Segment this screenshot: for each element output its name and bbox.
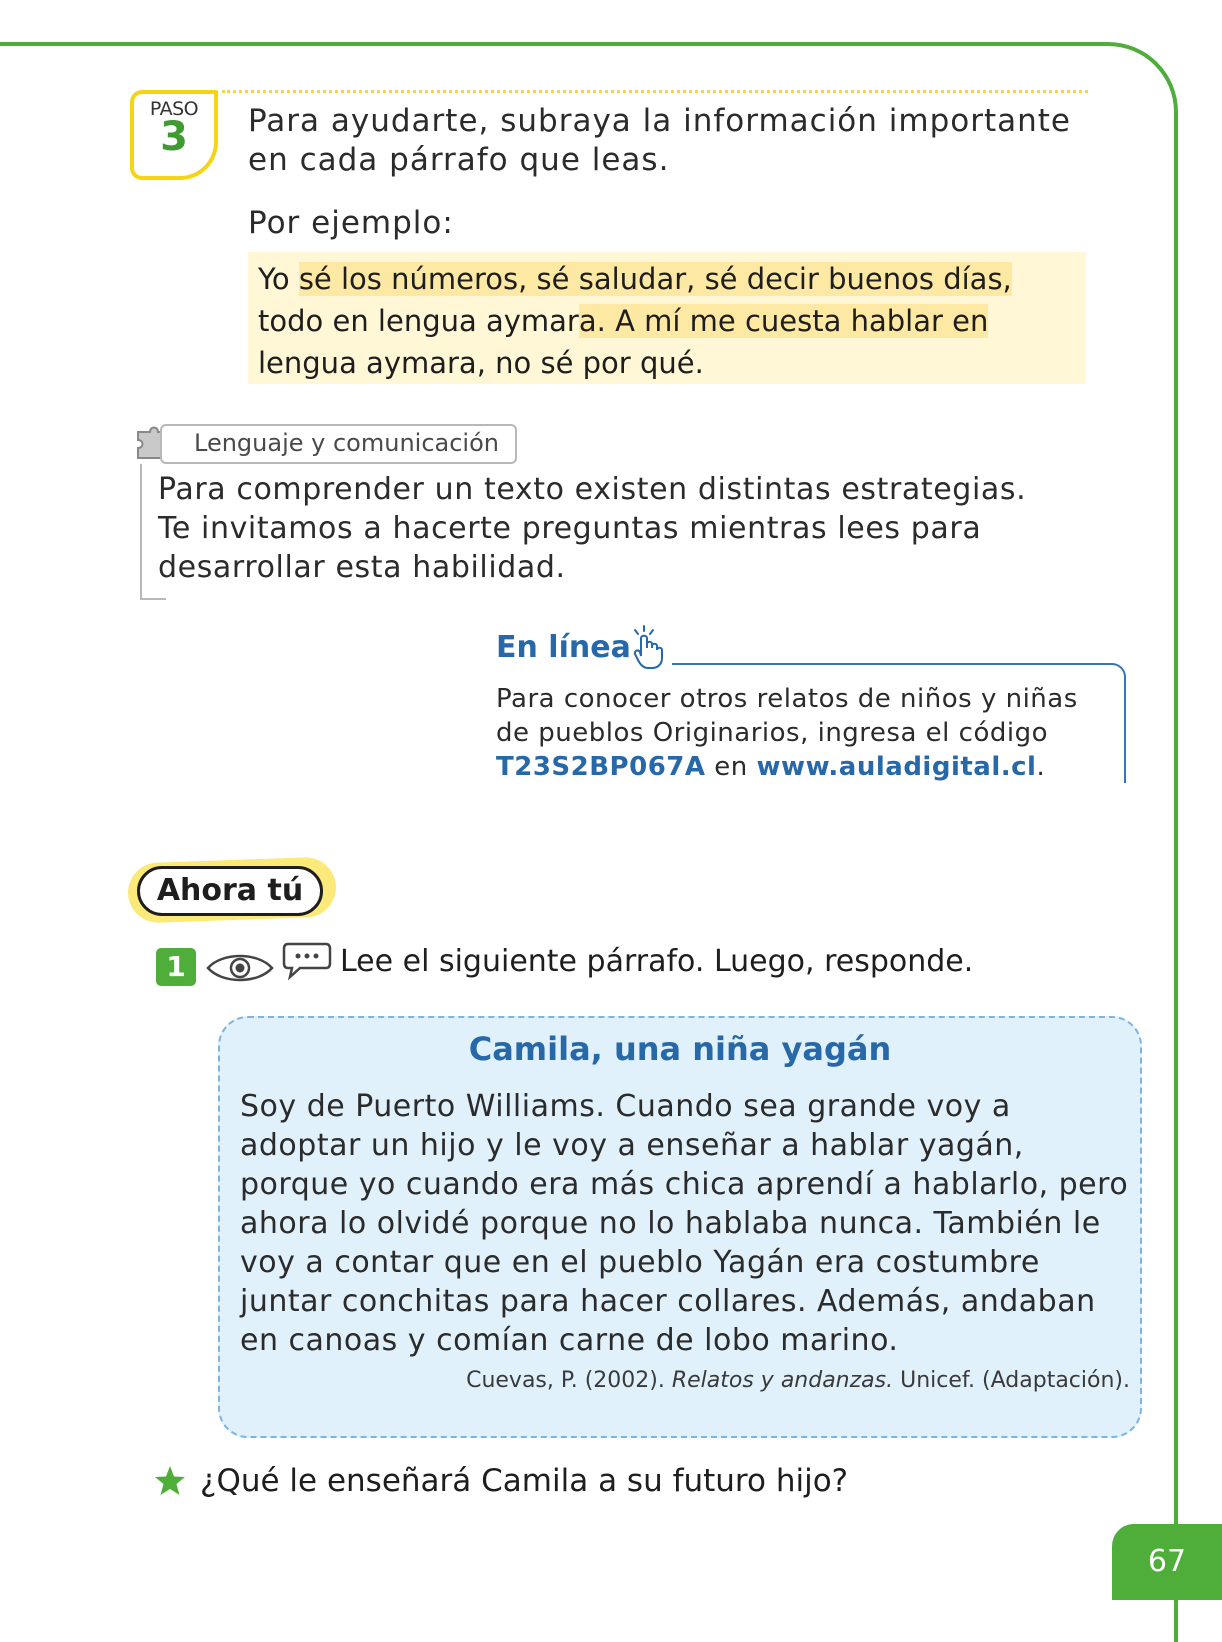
speech-bubble-icon [282,940,332,980]
citation [240,1368,1130,1393]
step-instruction: Para ayudarte, subraya la información importante en cada párrafo que leas. [248,103,1071,178]
reading-body: Soy de Puerto Williams. Cuando sea grande voy a adoptar un hijo y le voy a enseñar a hablar yagán, porque yo cuando era más chica aprendí a hablarlo, pero ahora lo olvidé porque no lo hablaba nunca. También le voy a contar que en el pueblo Yagán era costumbre juntar conchitas para hacer collares. Además, andaban en canoas y comían carne de lobo marino. [240,1089,1129,1358]
hand-pointer-icon [628,624,670,670]
example-text-2: todo en lengua aymar [258,304,579,338]
online-title: En línea [496,630,631,665]
reading-title: Camila, una niña yagán [468,1030,892,1068]
concept-text: Para comprender un texto existen distintas estrategias. Te invitamos a hacerte preguntas mientras lees para desarrollar esta habilidad. [158,472,1027,585]
online-text-middle: en [705,752,757,782]
citation-title: Relatos y andanzas. [671,1368,894,1393]
example-text-1: Yo [258,262,299,296]
step-badge [130,90,218,180]
activity-number: 1 [156,948,196,986]
activity-heading: Ahora tú [137,866,323,916]
highlight-2: a. A mí me cuesta hablar en [578,304,989,338]
concept-tab: Lenguaje y comunicación [160,424,517,464]
citation-publisher: Unicef. (Adaptación). [893,1368,1130,1393]
question-text: ¿Qué le enseñará Camila a su futuro hijo? [200,1463,849,1499]
online-text-after: . [1036,752,1046,782]
example-text-3: lengua aymara, no sé por qué. [258,346,704,380]
example-box [248,252,1086,384]
example-label: Por ejemplo: [248,205,454,241]
citation-author: Cuevas, P. (2002). [466,1368,672,1393]
online-code: T23S2BP067A [496,752,706,782]
star-icon [153,1464,187,1498]
step-label: PASO [149,98,199,120]
online-url-link[interactable]: www.auladigital.cl [756,752,1037,782]
page-number: 67 [1112,1524,1222,1600]
activity-instruction: Lee el siguiente párrafo. Luego, responde. [340,944,974,979]
eye-icon [206,950,274,986]
step-number: 3 [160,114,188,160]
dotted-divider [222,90,1088,93]
online-text [496,682,1116,784]
highlight-1: sé los números, sé saludar, sé decir buenos días, [298,262,1012,296]
online-text-before: Para conocer otros relatos de niños y niñas de pueblos Originarios, ingresa el código [496,684,1078,748]
